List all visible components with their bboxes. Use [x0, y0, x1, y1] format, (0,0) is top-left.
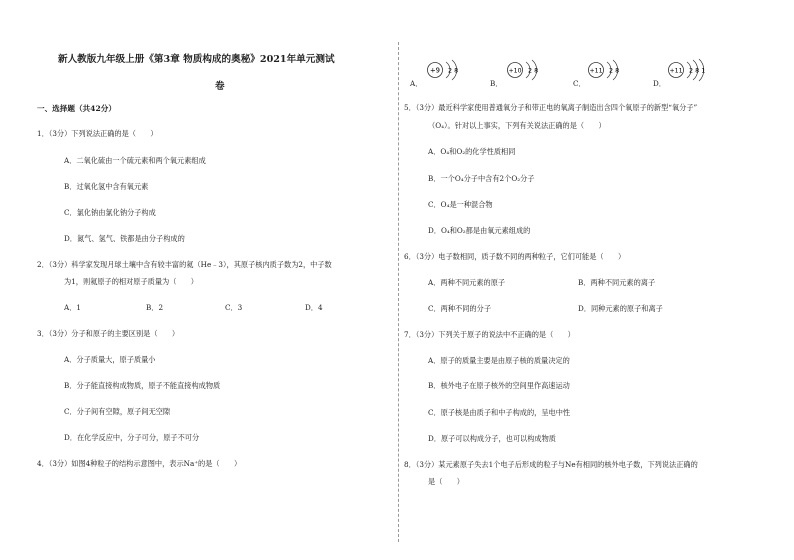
q7-option-c: C．原子核是由质子和中子构成的，呈电中性 — [428, 408, 571, 417]
atom-option-d-letter: D． — [653, 79, 666, 88]
atom-option-c-letter: C． — [573, 79, 586, 88]
q1-option-b: B．过氧化氢中含有氧元素 — [64, 182, 149, 191]
q1-stem: 1．（3分）下列说法正确的是（ ） — [37, 129, 158, 138]
atom-c-shells: 2 8 — [609, 66, 620, 75]
q2-option-a: A．1 — [64, 303, 81, 312]
section-heading: 一、选择题（共42分） — [37, 104, 116, 113]
exam-title-line2: 卷 — [215, 81, 225, 92]
q8-stem-line2: 是（ ） — [428, 477, 464, 486]
q8-stem-line1: 8．（3分）某元素原子失去1个电子后形成的粒子与Ne有相同的核外电子数，下列说法正确的 — [404, 460, 698, 469]
atom-diagram-c — [586, 56, 628, 84]
q3-option-a: A．分子质量大，原子质量小 — [64, 355, 156, 364]
atom-b-shells: 2 8 — [528, 66, 539, 75]
q3-stem: 3．（3分）分子和原子的主要区别是（ ） — [37, 329, 180, 338]
q7-option-a: A．原子的质量主要是由原子核的质量决定的 — [428, 356, 570, 365]
q1-option-d: D．氮气、氢气、铁都是由分子构成的 — [64, 234, 185, 243]
atom-diagram-d — [666, 56, 716, 84]
column-divider — [398, 42, 399, 542]
q6-option-c: C．两种不同的分子 — [428, 304, 492, 313]
atom-d-shells: 2 8 1 — [689, 66, 706, 75]
atom-a-shells: 2 8 — [448, 66, 459, 75]
atom-diagram-b — [505, 56, 547, 84]
q3-option-b: B．分子能直接构成物质，原子不能直接构成物质 — [64, 381, 221, 390]
q7-option-b: B．核外电子在原子核外的空间里作高速运动 — [428, 381, 570, 390]
exam-title-line1: 新人教版九年级上册《第3章 物质构成的奥秘》2021年单元测试 — [58, 54, 335, 65]
q5-stem-line2: （O₄）。针对以上事实，下列有关说法正确的是（ ） — [428, 121, 606, 130]
q6-option-d: D．同种元素的原子和离子 — [578, 304, 663, 313]
atom-option-b-letter: B． — [490, 79, 503, 88]
q6-stem: 6．（3分）电子数相同，质子数不同的两种粒子，它们可能是（ ） — [404, 252, 626, 261]
q7-option-d: D．原子可以构成分子，也可以构成物质 — [428, 434, 556, 443]
q6-option-b: B．两种不同元素的离子 — [578, 278, 656, 287]
atom-b-nucleus: +10 — [508, 67, 522, 75]
q7-stem: 7．（3分）下列关于原子的说法中不正确的是（ ） — [404, 330, 575, 339]
q3-option-c: C．分子间有空隙，原子间无空隙 — [64, 407, 171, 416]
q2-option-c: C．3 — [225, 303, 243, 312]
atom-diagram-a — [425, 56, 467, 84]
atom-d-nucleus: +11 — [669, 67, 683, 75]
q1-option-a: A．二氧化硫由一个硫元素和两个氧元素组成 — [64, 156, 206, 165]
q4-stem: 4．（3分）如图4种粒子的结构示意图中，表示Na⁺的是（ ） — [37, 459, 242, 468]
q2-stem-line1: 2．（3分）科学家发现月球土壤中含有较丰富的氦（He﹣3），其原子核内质子数为2，中子数 — [37, 260, 332, 269]
atom-c-nucleus: +11 — [589, 67, 603, 75]
q1-option-c: C．氯化钠由氯化钠分子构成 — [64, 208, 156, 217]
q5-option-b: B．一个O₄分子中含有2个O₂分子 — [428, 174, 535, 183]
atom-option-a-letter: A． — [410, 79, 423, 88]
atom-a-nucleus: +9 — [429, 66, 441, 75]
q6-option-a: A．两种不同元素的原子 — [428, 278, 506, 287]
q2-option-b: B．2 — [146, 303, 164, 312]
q2-option-d: D．4 — [305, 303, 323, 312]
q2-stem-line2: 为1，则氦原子的相对原子质量为（ ） — [64, 277, 198, 286]
q3-option-d: D．在化学反应中，分子可分，原子不可分 — [64, 433, 200, 442]
q5-option-d: D．O₄和O₂都是由氧元素组成的 — [428, 226, 531, 235]
q5-stem-line1: 5．（3分）最近科学家使用普通氧分子和带正电的氧离子制造出含四个氧原子的新型“氧分子” — [404, 103, 698, 112]
q5-option-c: C．O₄是一种混合物 — [428, 200, 493, 209]
q5-option-a: A．O₄和O₂的化学性质相同 — [428, 147, 516, 156]
